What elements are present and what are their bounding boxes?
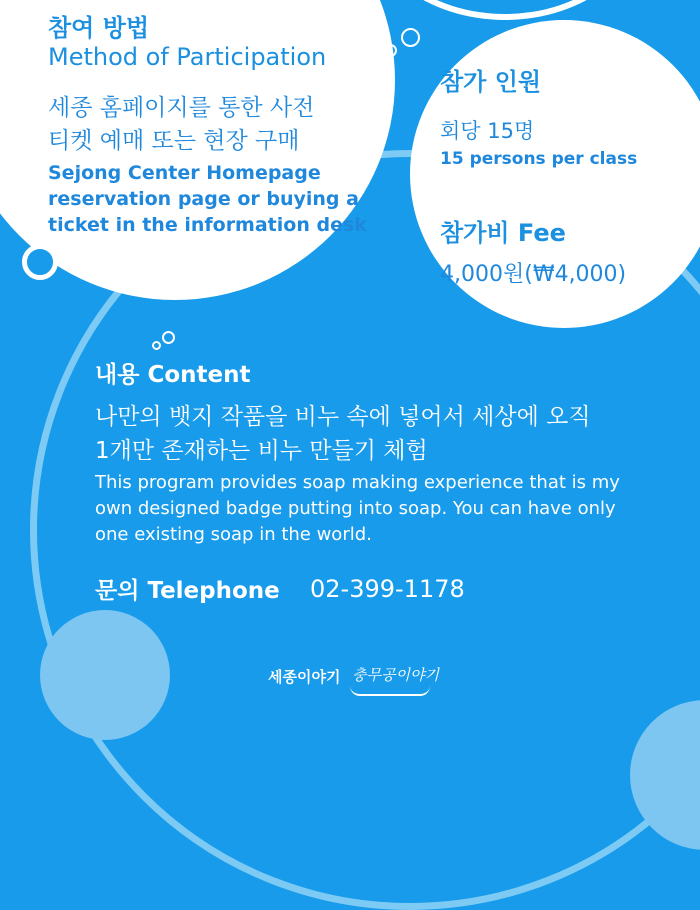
participants-value-en: 15 persons per class: [440, 149, 638, 169]
method-description-en: [48, 160, 367, 238]
method-description-en-line: Sejong Center Homepage: [48, 162, 321, 184]
sejong-story-logo: 세종이야기: [268, 668, 341, 686]
telephone-label: 문의 Telephone: [95, 578, 280, 604]
telephone-number[interactable]: 02-399-1178: [310, 575, 465, 603]
fee-value: 4,000원(₩4,000): [440, 262, 627, 287]
content-description-kr-line: 1개만 존재하는 비누 만들기 체험: [95, 438, 428, 464]
content-description-en: [95, 470, 620, 548]
method-description-kr-line: 세종 홈페이지를 통한 사전: [48, 95, 315, 121]
method-description-kr-line: 티켓 예매 또는 현장 구매: [48, 128, 300, 154]
participants-value-kr: 회당 15명: [440, 119, 535, 143]
chungmugong-story-logo: 충무공이야기: [352, 666, 439, 684]
logo-swoosh-icon: [350, 686, 430, 696]
light-bubble-decoration: [40, 610, 170, 740]
small-bubble-icon: [384, 44, 397, 57]
content-description-kr-line: 나만의 뱃지 작품을 비누 속에 넣어서 세상에 오직: [95, 404, 591, 430]
top-ring-decoration: [360, 0, 650, 20]
content-description-en-line: one existing soap in the world.: [95, 524, 372, 545]
method-description-kr: [48, 92, 314, 158]
small-bubble-icon: [401, 28, 420, 47]
small-bubble-icon: [152, 341, 161, 350]
fee-title: 참가비 Fee: [440, 219, 566, 247]
participants-title: 참가 인원: [440, 68, 542, 96]
method-title-en: Method of Participation: [48, 43, 327, 71]
small-bubble-icon: [162, 331, 175, 344]
content-title: 내용 Content: [95, 362, 251, 388]
method-title-kr: 참여 방법: [48, 14, 150, 42]
method-description-en-line: reservation page or buying a: [48, 188, 359, 210]
ring-bubble-icon: [22, 244, 58, 280]
content-description-kr: [95, 400, 591, 468]
content-description-en-line: This program provides soap making experience that is my: [95, 472, 620, 493]
content-description-en-line: own designed badge putting into soap. You can have only: [95, 498, 616, 519]
method-description-en-line: ticket in the information desk: [48, 214, 367, 236]
